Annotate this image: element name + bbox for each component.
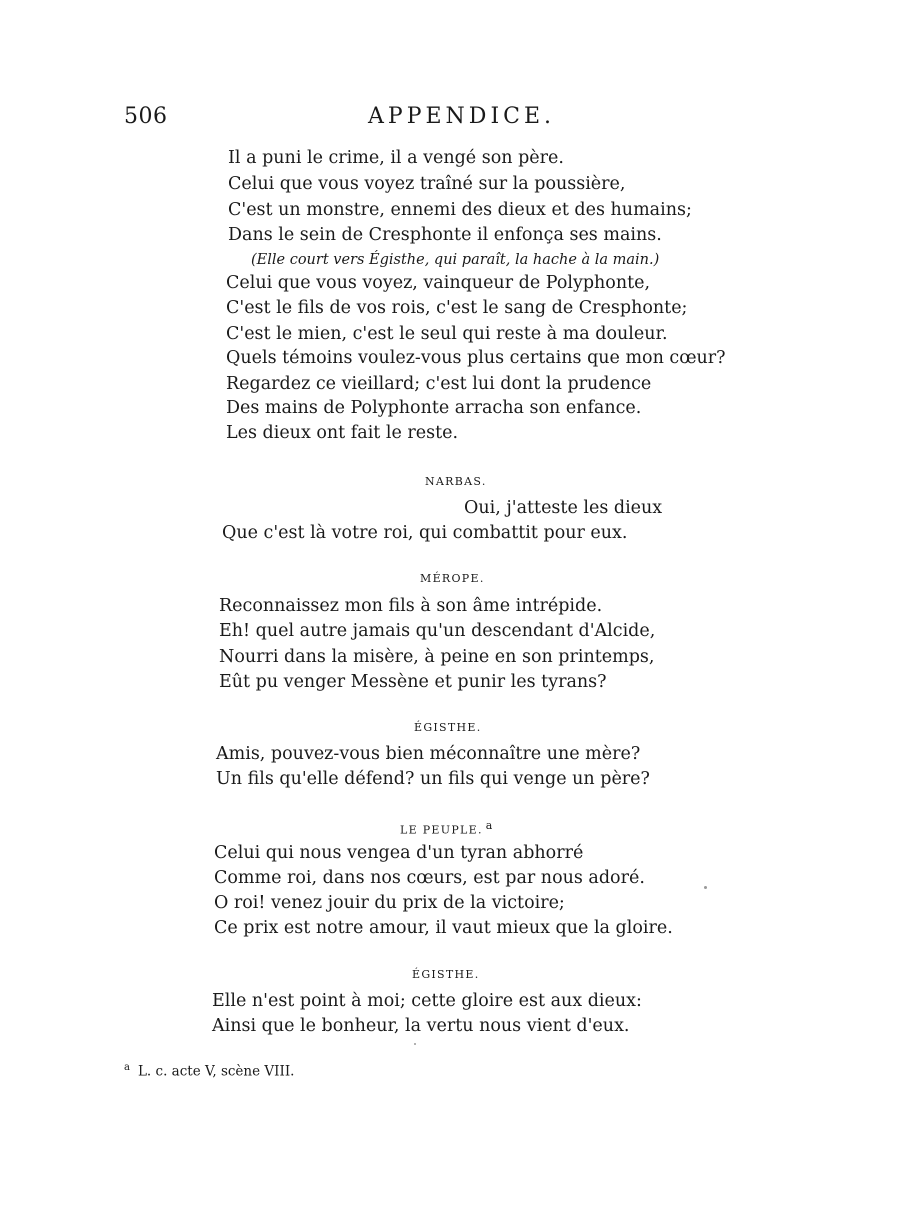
scan-speck bbox=[414, 1043, 416, 1045]
verse-line: Elle n'est point à moi; cette gloire est aux dieux: bbox=[212, 991, 642, 1011]
footnote-mark: a bbox=[124, 1062, 130, 1073]
verse-line: Dans le sein de Cresphonte il enfonça ses mains. bbox=[228, 225, 662, 245]
verse-line: C'est le fils de vos rois, c'est le sang de Cresphonte; bbox=[226, 298, 688, 318]
verse-line: Reconnaissez mon fils à son âme intrépide. bbox=[219, 596, 603, 616]
verse-line: Eût pu venger Messène et punir les tyrans? bbox=[219, 672, 607, 692]
speaker-egisthe: ÉGISTHE. bbox=[414, 721, 482, 734]
scan-speck bbox=[704, 886, 707, 889]
verse-line: C'est le mien, c'est le seul qui reste à ma douleur. bbox=[226, 324, 668, 344]
page-number: 506 bbox=[124, 104, 168, 129]
verse-line: Un fils qu'elle défend? un fils qui venge un père? bbox=[216, 769, 650, 789]
verse-line: Nourri dans la misère, à peine en son printemps, bbox=[219, 647, 655, 667]
verse-line: Ainsi que le bonheur, la vertu nous vient d'eux. bbox=[212, 1016, 630, 1036]
speaker-egisthe: ÉGISTHE. bbox=[412, 968, 480, 981]
footnote-text: L. c. acte V, scène VIII. bbox=[137, 1063, 295, 1080]
footnote bbox=[124, 1063, 294, 1079]
verse-line: C'est un monstre, ennemi des dieux et des humains; bbox=[228, 200, 692, 220]
verse-line: Ce prix est notre amour, il vaut mieux que la gloire. bbox=[214, 918, 673, 938]
speaker-merope: MÉROPE. bbox=[420, 572, 485, 585]
verse-line: Les dieux ont fait le reste. bbox=[226, 423, 459, 443]
verse-line: Quels témoins voulez-vous plus certains que mon cœur? bbox=[226, 348, 726, 368]
speaker-label: LE PEUPLE. bbox=[400, 823, 483, 837]
footnote-ref[interactable]: a bbox=[485, 819, 493, 832]
verse-line: Des mains de Polyphonte arracha son enfance. bbox=[226, 398, 642, 418]
running-title: APPENDICE. bbox=[368, 104, 556, 129]
verse-line: O roi! venez jouir du prix de la victoire; bbox=[214, 893, 565, 913]
verse-line: Amis, pouvez-vous bien méconnaître une mère? bbox=[216, 744, 641, 764]
verse-line: Eh! quel autre jamais qu'un descendant d'Alcide, bbox=[219, 621, 656, 641]
stage-direction: (Elle court vers Égisthe, qui paraît, la hache à la main.) bbox=[251, 252, 660, 268]
speaker-le-peuple bbox=[400, 820, 492, 836]
verse-line: Regardez ce vieillard; c'est lui dont la prudence bbox=[226, 374, 652, 394]
verse-line: Oui, j'atteste les dieux bbox=[464, 498, 663, 518]
verse-line: Celui que vous voyez traîné sur la poussière, bbox=[228, 174, 626, 194]
verse-line: Que c'est là votre roi, qui combattit pour eux. bbox=[222, 523, 628, 543]
verse-line: Comme roi, dans nos cœurs, est par nous adoré. bbox=[214, 868, 645, 888]
verse-line: Celui que vous voyez, vainqueur de Polyphonte, bbox=[226, 273, 651, 293]
speaker-narbas: NARBAS. bbox=[425, 475, 487, 488]
verse-line: Celui qui nous vengea d'un tyran abhorré bbox=[214, 843, 584, 863]
verse-line: Il a puni le crime, il a vengé son père. bbox=[228, 148, 564, 168]
